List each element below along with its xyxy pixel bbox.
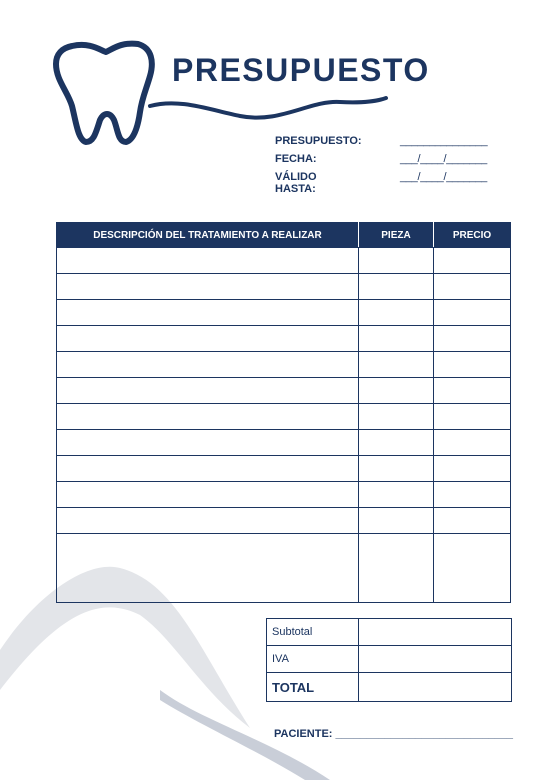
iva-label: IVA xyxy=(267,646,359,673)
budget-number-label: PRESUPUESTO: xyxy=(275,135,362,147)
price-header: PRECIO xyxy=(434,223,511,248)
piece-cell[interactable] xyxy=(359,534,434,603)
table-row xyxy=(57,248,511,274)
budget-number-field[interactable]: _______________ xyxy=(400,135,488,147)
description-cell[interactable] xyxy=(57,430,359,456)
piece-cell[interactable] xyxy=(359,456,434,482)
description-cell[interactable] xyxy=(57,456,359,482)
piece-cell[interactable] xyxy=(359,378,434,404)
price-cell[interactable] xyxy=(434,378,511,404)
table-header-row xyxy=(57,223,511,248)
price-cell[interactable] xyxy=(434,248,511,274)
price-cell[interactable] xyxy=(434,456,511,482)
valid-until-field[interactable]: ___/____/_______ xyxy=(400,171,487,183)
price-cell[interactable] xyxy=(434,352,511,378)
table-row xyxy=(57,534,511,603)
document-title: PRESUPUESTO xyxy=(172,52,430,88)
price-cell[interactable] xyxy=(434,274,511,300)
piece-cell[interactable] xyxy=(359,508,434,534)
table-row xyxy=(57,404,511,430)
price-cell[interactable] xyxy=(434,482,511,508)
patient-signature xyxy=(274,728,513,740)
price-cell[interactable] xyxy=(434,534,511,603)
patient-line[interactable]: _____________________________ xyxy=(335,728,513,740)
table-row xyxy=(57,300,511,326)
totals-table xyxy=(266,618,512,702)
patient-label: PACIENTE: xyxy=(274,728,333,740)
piece-cell[interactable] xyxy=(359,248,434,274)
date-label: FECHA: xyxy=(275,153,317,165)
table-body xyxy=(57,248,511,603)
iva-value-cell[interactable] xyxy=(359,646,512,673)
piece-cell[interactable] xyxy=(359,482,434,508)
subtotal-label: Subtotal xyxy=(267,619,359,646)
description-cell[interactable] xyxy=(57,508,359,534)
table-row xyxy=(57,430,511,456)
price-cell[interactable] xyxy=(434,508,511,534)
description-header: DESCRIPCIÓN DEL TRATAMIENTO A REALIZAR xyxy=(57,223,359,248)
description-cell[interactable] xyxy=(57,378,359,404)
piece-cell[interactable] xyxy=(359,274,434,300)
price-cell[interactable] xyxy=(434,326,511,352)
subtotal-row xyxy=(267,619,512,646)
description-cell[interactable] xyxy=(57,482,359,508)
description-cell[interactable] xyxy=(57,300,359,326)
valid-until-label: VÁLIDO HASTA: xyxy=(275,171,317,195)
description-cell[interactable] xyxy=(57,326,359,352)
iva-row xyxy=(267,646,512,673)
date-field[interactable]: ___/____/_______ xyxy=(400,153,487,165)
price-cell[interactable] xyxy=(434,430,511,456)
table-row xyxy=(57,274,511,300)
total-row xyxy=(267,673,512,702)
price-cell[interactable] xyxy=(434,404,511,430)
description-cell[interactable] xyxy=(57,274,359,300)
price-cell[interactable] xyxy=(434,300,511,326)
total-label: TOTAL xyxy=(267,673,359,702)
subtotal-value-cell[interactable] xyxy=(359,619,512,646)
table-row xyxy=(57,326,511,352)
piece-cell[interactable] xyxy=(359,326,434,352)
total-value-cell[interactable] xyxy=(359,673,512,702)
table-row xyxy=(57,352,511,378)
piece-cell[interactable] xyxy=(359,430,434,456)
table-row xyxy=(57,378,511,404)
description-cell[interactable] xyxy=(57,534,359,603)
table-row xyxy=(57,508,511,534)
description-cell[interactable] xyxy=(57,404,359,430)
table-row xyxy=(57,456,511,482)
piece-header: PIEZA xyxy=(359,223,434,248)
piece-cell[interactable] xyxy=(359,404,434,430)
treatment-table xyxy=(56,222,511,603)
piece-cell[interactable] xyxy=(359,352,434,378)
description-cell[interactable] xyxy=(57,352,359,378)
piece-cell[interactable] xyxy=(359,300,434,326)
table-row xyxy=(57,482,511,508)
description-cell[interactable] xyxy=(57,248,359,274)
